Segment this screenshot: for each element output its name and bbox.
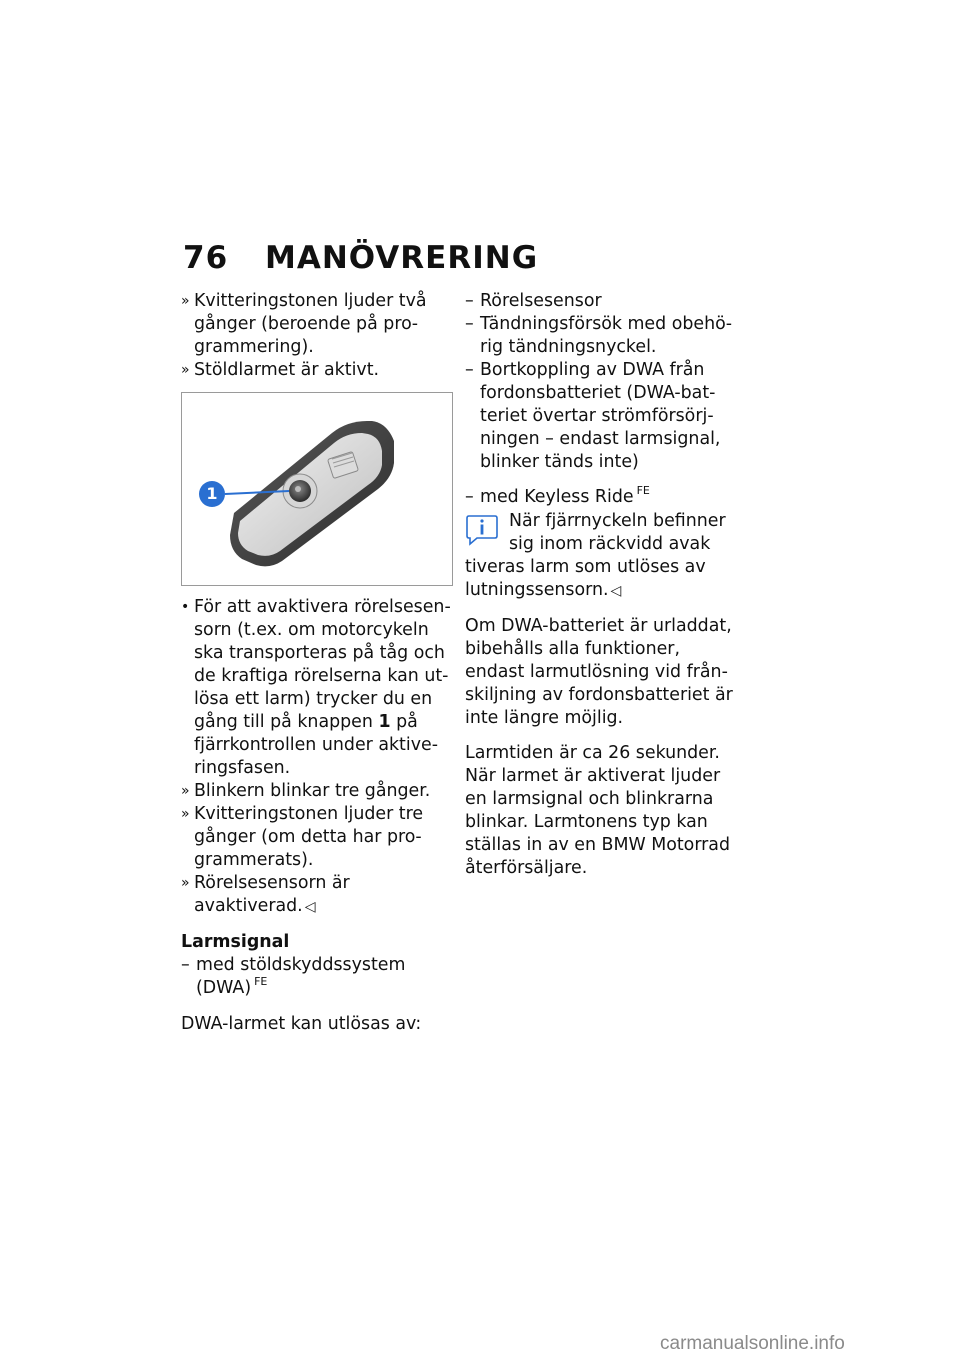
result-marker: »	[181, 875, 190, 891]
dash-marker: –	[465, 314, 474, 334]
info-note	[465, 510, 737, 603]
result-item: » Kvitteringstonen ljuder tre gånger (om detta har programmerats).	[181, 804, 424, 870]
section-title: MANÖVRERING	[265, 240, 539, 276]
step-marker: •	[181, 599, 190, 615]
watermark: carmanualsonline.info	[660, 1333, 845, 1354]
note-first-lines: När fjärrnyckeln befinner sig inom räckvidd avak	[509, 511, 726, 554]
remote-key-figure	[181, 392, 453, 586]
result-item: » Rörelsesensorn är avaktiverad. ◁	[181, 873, 350, 916]
trigger-item: – Bortkoppling av DWA från fordonsbatteriet (DWA-batteriet övertar strömförsörjningen – endast larmsignal, blinker tänds inte)	[465, 360, 721, 472]
step-item: • För att avaktivera rörelsesensorn (t.ex. om motorcykeln ska transporteras på tåg och de kraftiga rörelserna kan utlösa ett larm) trycker du en gång till på knappen 1 på fjärrkontrollen under aktiveringsfasen.	[181, 597, 451, 778]
result-marker: »	[181, 293, 190, 309]
dash-marker: –	[465, 360, 474, 380]
result-item: » Kvitteringstonen ljuder två gånger (beroende på programmering).	[181, 291, 427, 357]
paragraph: Om DWA-batteriet är urladdat, bibehålls alla funktioner, endast larmutlösning vid frånskiljning av fordonsbatteriet är inte längre möjlig.	[465, 616, 733, 728]
result-marker: »	[181, 806, 190, 822]
result-item: » Stöldlarmet är aktivt.	[181, 360, 380, 380]
optional-equipment-badge: FE	[254, 975, 268, 988]
result-item: » Blinkern blinkar tre gånger.	[181, 781, 431, 801]
result-marker: »	[181, 783, 190, 799]
optional-equipment-badge: FE	[636, 484, 650, 497]
end-of-section-icon: ◁	[610, 583, 622, 599]
left-column	[181, 290, 453, 1036]
equipment-item: – med Keyless Ride $^{FE}$	[465, 484, 650, 507]
note-continuation: tiveras larm som utlöses av lutningssensorn.	[465, 557, 706, 600]
trigger-item: – Tändningsförsök med obehörig tändningsnyckel.	[465, 314, 733, 357]
dash-marker: –	[465, 291, 474, 311]
dash-marker: –	[465, 487, 474, 507]
equipment-item: – med stöldskyddssystem (DWA) $^{FE}$	[181, 955, 406, 998]
end-of-section-icon: ◁	[304, 899, 316, 915]
paragraph: DWA-larmet kan utlösas av:	[181, 1014, 422, 1034]
dash-marker: –	[181, 955, 190, 975]
callout-1: 1	[199, 481, 225, 507]
button-reference: 1	[378, 712, 391, 732]
right-column	[465, 290, 737, 880]
info-icon	[465, 514, 499, 546]
paragraph: Larmtiden är ca 26 sekunder. När larmet är aktiverat ljuder en larmsignal och blinkrarna blinkar. Larmtonens typ kan ställas in av en BMW Motorrad återförsäljare.	[465, 743, 731, 878]
trigger-item: – Rörelsesensor	[465, 291, 602, 311]
result-marker: »	[181, 362, 190, 378]
section-heading: Larmsignal	[181, 932, 290, 952]
page-number: 76	[183, 240, 229, 276]
